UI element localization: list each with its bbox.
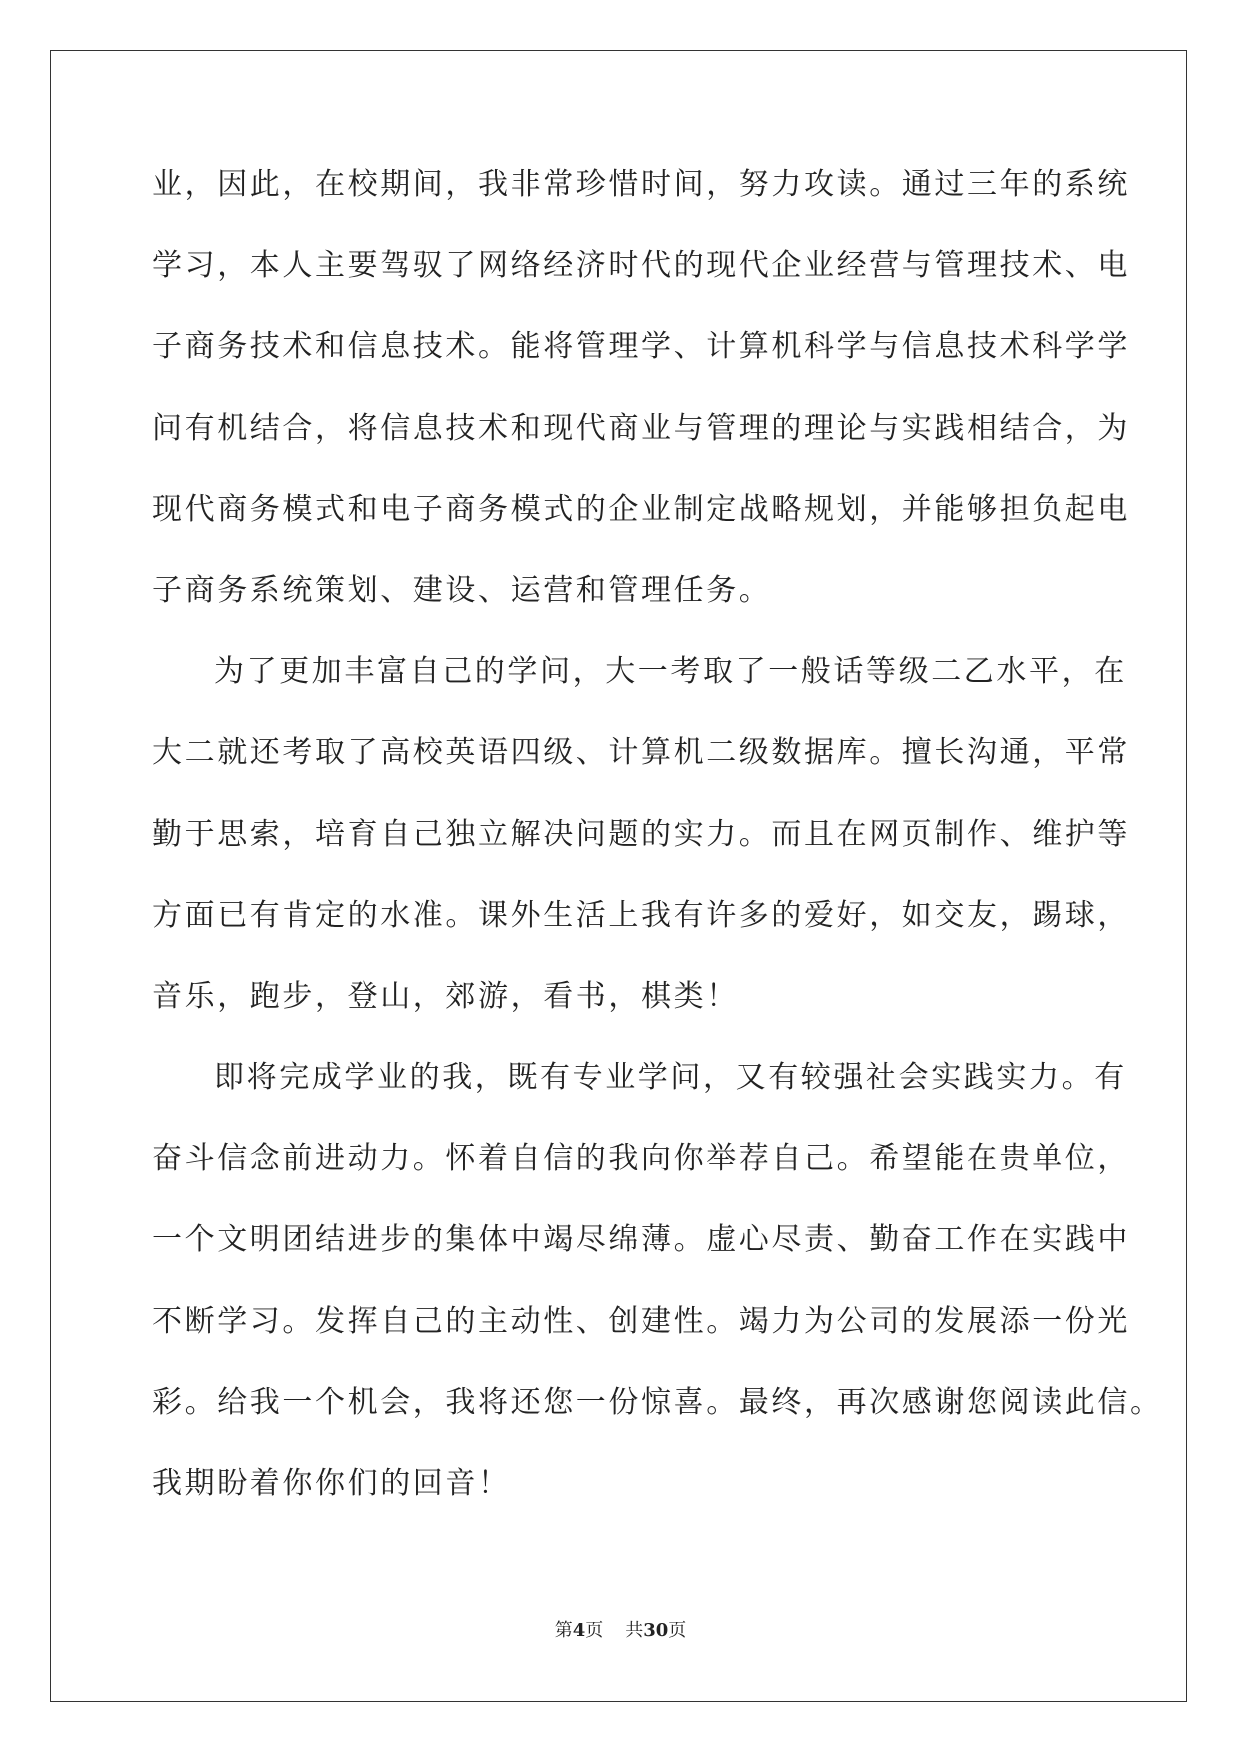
body-line: 奋斗信念前进动力。怀着自信的我向你举荐自己。希望能在贵单位， — [152, 1141, 1130, 1177]
body-line: 业，因此，在校期间，我非常珍惜时间，努力攻读。通过三年的系统 — [152, 167, 1130, 202]
body-line: 不断学习。发挥自己的主动性、创建性。竭力为公司的发展添一份光 — [152, 1303, 1130, 1339]
paragraph-start-line: 即将完成学业的我，既有专业学问，又有较强社会实践实力。有 — [214, 1060, 1127, 1096]
body-line: 学习，本人主要驾驭了网络经济时代的现代企业经营与管理技术、电 — [152, 248, 1130, 284]
body-line: 方面已有肯定的水准。课外生活上我有许多的爱好，如交友，踢球， — [152, 897, 1130, 933]
body-line: 一个文明团结进步的集体中竭尽绵薄。虚心尽责、勤奋工作在实践中 — [152, 1222, 1130, 1258]
body-line: 子商务技术和信息技术。能将管理学、计算机科学与信息技术科学学 — [152, 329, 1130, 365]
total-pages: 30 — [643, 1620, 669, 1641]
footer-total-suffix: 页 — [668, 1620, 687, 1641]
body-line: 大二就还考取了高校英语四级、计算机二级数据库。擅长沟通，平常 — [152, 735, 1130, 771]
footer-page-suffix: 页 — [585, 1620, 604, 1641]
body-line: 音乐，跑步，登山，郊游，看书，棋类！ — [152, 978, 739, 1014]
footer-prefix: 第 — [554, 1620, 573, 1641]
body-line: 我期盼着你你们的回音！ — [152, 1466, 511, 1501]
page-number: 4 — [572, 1620, 586, 1641]
paragraph-start-line: 为了更加丰富自己的学问，大一考取了一般话等级二乙水平，在 — [214, 654, 1127, 690]
body-line: 现代商务模式和电子商务模式的企业制定战略规划，并能够担负起电 — [152, 491, 1130, 527]
letter-body — [152, 165, 1163, 1545]
footer-total-prefix: 共 — [625, 1620, 644, 1641]
body-line: 彩。给我一个机会，我将还您一份惊喜。最终，再次感谢您阅读此信。 — [152, 1384, 1163, 1420]
body-line: 勤于思索，培育自己独立解决问题的实力。而且在网页制作、维护等 — [152, 816, 1130, 852]
body-line: 子商务系统策划、建设、运营和管理任务。 — [152, 572, 772, 608]
page-footer — [0, 1616, 1241, 1642]
body-line: 问有机结合，将信息技术和现代商业与管理的理论与实践相结合，为 — [152, 410, 1130, 446]
